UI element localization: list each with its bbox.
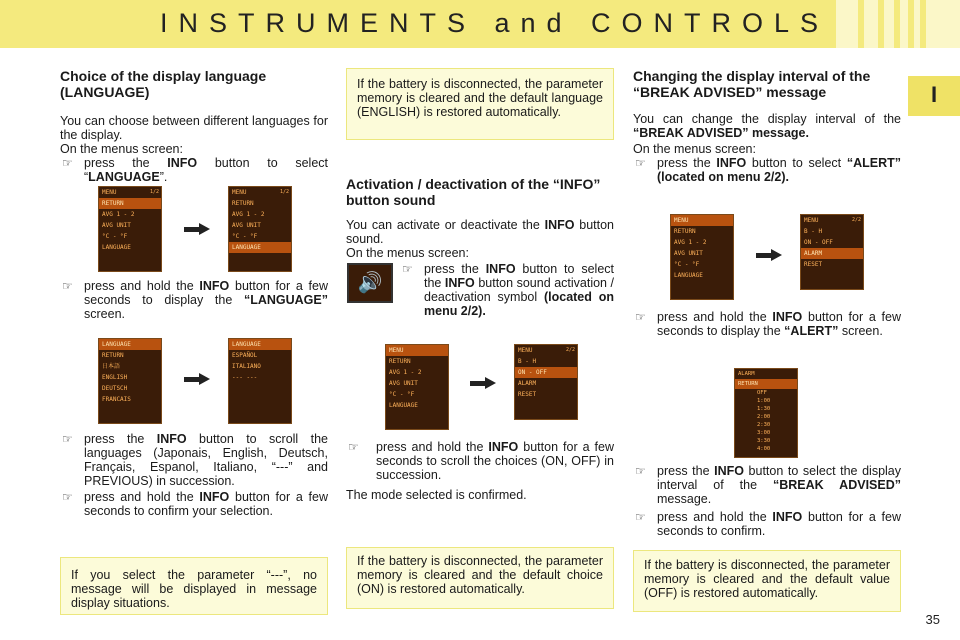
section-tab — [908, 76, 960, 116]
section-letter: I — [930, 82, 938, 107]
language-intro: You can choose between different languages for the display. — [60, 114, 328, 142]
sound-battery-note: If the battery is disconnected, the parameter memory is cleared and the default choice (ON) is restored automatically. — [346, 547, 614, 609]
interval-intro-2: On the menus screen: — [633, 142, 756, 156]
language-step-2: ☞ press and hold the INFO button for a few seconds to display the “LANGUAGE” screen. — [60, 279, 328, 321]
interval-title: Changing the display interval of the “BREAK ADVISED” message — [633, 68, 871, 100]
menu-screen-5: MENU RETURN AVG 1 - 2 AVG UNIT °C - °F LANGUAGE — [670, 214, 734, 300]
language-step-4: ☞ press and hold the INFO button for a few seconds to confirm your selection. — [60, 490, 328, 518]
language-note: If you select the parameter “---”, no message will be displayed in message display situations. — [60, 557, 328, 615]
interval-step-2-block — [633, 310, 901, 338]
sound-section — [346, 176, 614, 260]
language-step-2-block — [60, 279, 328, 321]
sound-step-2-block — [346, 440, 614, 502]
interval-step-1: ☞ press the INFO button to select “ALERT” (located on menu 2/2). — [633, 156, 901, 184]
interval-step-2: ☞ press and hold the INFO button for a few seconds to display the “ALERT” screen. — [633, 310, 901, 338]
sound-confirm: The mode selected is confirmed. — [346, 488, 527, 502]
interval-intro: You can change the display interval of the “BREAK ADVISED” message. — [633, 112, 901, 140]
menu-screen-2: 1/2 MENU RETURN AVG 1 - 2 AVG UNIT °C - °F LANGUAGE — [228, 186, 292, 272]
arrow-right-icon — [184, 224, 210, 234]
sound-intro-2: On the menus screen: — [346, 246, 469, 260]
language-section — [60, 68, 328, 184]
language-intro-2: On the menus screen: — [60, 142, 183, 156]
arrow-right-icon — [756, 250, 782, 260]
language-battery-note: If the battery is disconnected, the parameter memory is cleared and the default language (ENGLISH) is restored automatically. — [346, 68, 614, 140]
language-step-3-block — [60, 432, 328, 518]
sound-step-1: ☞ press the INFO button to select the INFO button sound activation / deactivation symbol (located on menu 2/2). — [400, 262, 614, 318]
header-stripes — [830, 0, 960, 48]
menu-screen-3: MENU RETURN AVG 1 - 2 AVG UNIT °C - °F LANGUAGE — [385, 344, 449, 430]
interval-step-3-block — [633, 464, 901, 538]
alert-screen: ALARM RETURN OFF 1:00 1:30 2:00 2:30 3:00 3:30 4:00 — [734, 368, 798, 458]
sound-title: Activation / deactivation of the “INFO” button sound — [346, 176, 601, 208]
sound-intro: You can activate or deactivate the INFO button sound. — [346, 218, 615, 246]
language-title: Choice of the display language (LANGUAGE) — [60, 68, 267, 100]
interval-step-4: ☞ press and hold the INFO button for a few seconds to confirm. — [633, 510, 901, 538]
page-number: 35 — [925, 612, 940, 627]
interval-section — [633, 68, 901, 184]
header-banner — [0, 0, 960, 48]
menu-screen-4: 2/2 MENU B - H ON - OFF ALARM RESET — [514, 344, 578, 420]
menu-screen-6: 2/2 MENU B - H ON - OFF ALARM RESET — [800, 214, 864, 290]
interval-battery-note: If the battery is disconnected, the parameter memory is cleared and the default value (OFF) is restored automatically. — [633, 550, 901, 612]
speaker-icon: 🔊 — [347, 263, 393, 303]
menu-screen-1: 1/2 MENU RETURN AVG 1 - 2 AVG UNIT °C - °F LANGUAGE — [98, 186, 162, 272]
language-step-1: ☞ press the INFO button to select “LANGUAGE”. — [60, 156, 328, 184]
sound-step-1-block — [400, 262, 614, 318]
arrow-right-icon — [184, 374, 210, 384]
sound-step-2: ☞ press and hold the INFO button for a few seconds to scroll the choices (ON, OFF) in succession. — [346, 440, 614, 482]
arrow-right-icon — [470, 378, 496, 388]
interval-step-3: ☞ press the INFO button to select the display interval of the “BREAK ADVISED” message. — [633, 464, 901, 506]
language-screen-2: LANGUAGE ESPAÑOL ITALIANO --- --- — [228, 338, 292, 424]
language-screen-1: LANGUAGE RETURN 日本語 ENGLISH DEUTSCH FRANCAIS — [98, 338, 162, 424]
language-step-3: ☞ press the INFO button to scroll the languages (Japonais, English, Deutsch, Français, Espanol, Italiano, “---” and PREVIOUS) in succession. — [60, 432, 328, 488]
page-title: INSTRUMENTS and CONTROLS — [160, 8, 830, 38]
